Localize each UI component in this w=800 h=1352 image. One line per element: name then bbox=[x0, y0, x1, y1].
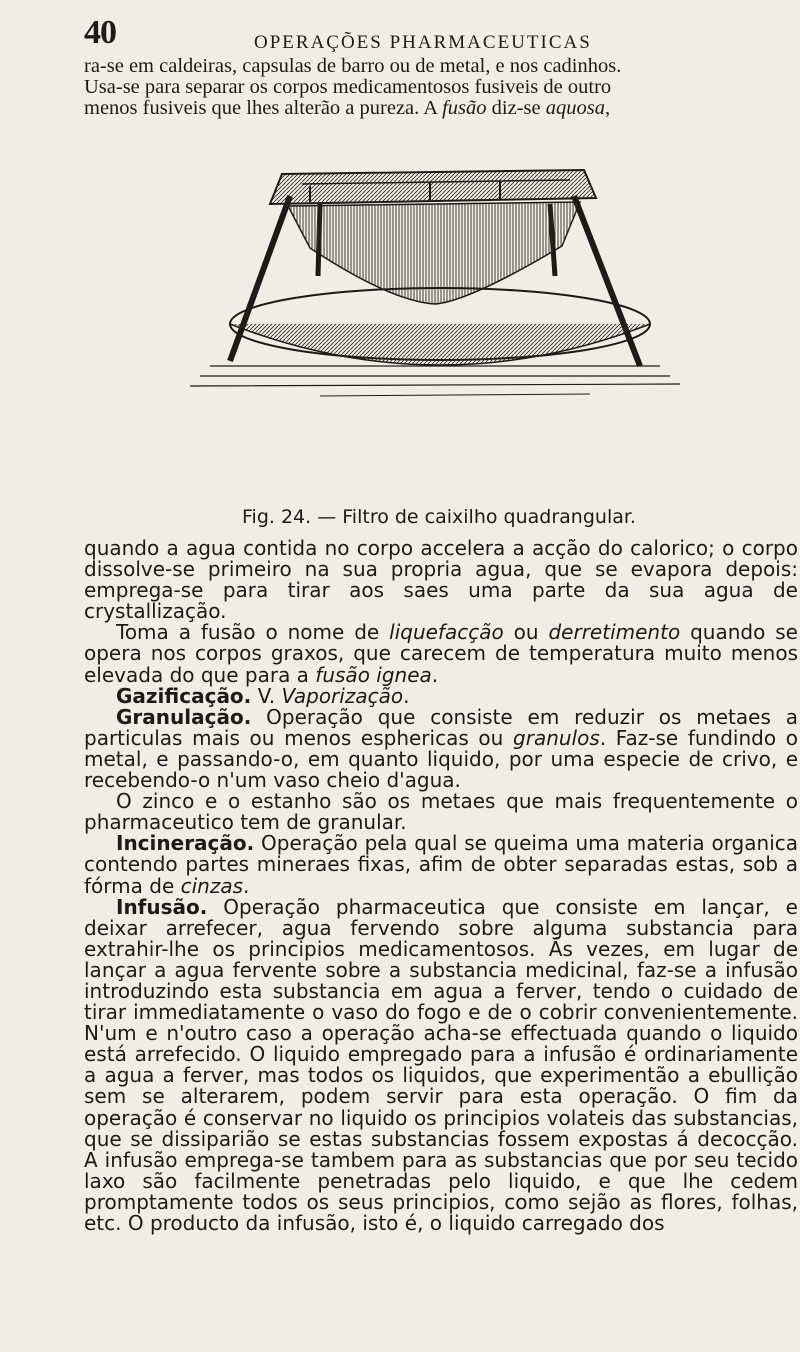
entry-incineracao: Incineração. Operação pela qual se queima uma materia organica contendo partes mineraes fixas, afim de obter separadas estas, sob a fórma de cinzas. bbox=[84, 831, 798, 898]
entry-term: Incineração. bbox=[116, 831, 255, 856]
paragraph-fusion-aqueous: quando a agua contida no corpo accelera a acção do calorico; o corpo dissolve-se primeiro na sua propria agua, que se evapora depois: emprega-se para tirar aos saes uma parte da sua agua de crystallização. bbox=[84, 536, 798, 624]
continuation-line-1: ra-se em caldeiras, capsulas de barro ou de metal, e nos cadinhos. bbox=[84, 55, 622, 77]
continuation-line-3-pre: menos fusiveis que lhes alterão a pureza. A bbox=[84, 97, 443, 119]
entry-term: Infusão. bbox=[116, 894, 208, 919]
continuation-line-2: Usa-se para separar os corpos medicamentosos fusiveis de outro bbox=[84, 76, 612, 98]
entry-term: Granulação. bbox=[116, 704, 252, 729]
entry-term: Gazificação. bbox=[116, 683, 252, 708]
continuation-line-3-post: , bbox=[604, 97, 611, 119]
page-header bbox=[84, 14, 730, 54]
paragraph-liquefaction: Toma a fusão o nome de liquefacção ou derretimento quando se opera nos corpos graxos, que carecem de temperatura muito menos elevada do que para a fusão ignea. bbox=[84, 620, 798, 687]
paragraph-zinc: O zinco e o estanho são os metaes que mais frequentemente o pharmaceutico tem de granular. bbox=[84, 789, 798, 835]
entry-granulacao: Granulação. Operação que consiste em reduzir os metaes a particulas mais ou menos esphericas ou granulos. Faz-se fundindo o metal, e passando-o, em quanto liquido, por uma especie de crivo, e recebendo-o n'um vaso cheio d'agua. bbox=[84, 704, 799, 793]
page-number: 40 bbox=[84, 14, 116, 51]
term-fusao: fusão bbox=[442, 97, 487, 119]
running-head: OPERAÇÕES PHARMACEUTICAS bbox=[254, 32, 592, 53]
continuation-line-3-mid: diz-se bbox=[486, 97, 546, 119]
filter-frame-illustration bbox=[170, 126, 730, 506]
continuation-paragraph bbox=[84, 56, 726, 119]
body-text bbox=[84, 538, 798, 1234]
entry-gazificacao: Gazificação. V. Vaporização. bbox=[116, 683, 410, 708]
term-aquosa: aquosa bbox=[545, 97, 605, 119]
figure-24 bbox=[170, 126, 730, 506]
figure-caption: Fig. 24. — Filtro de caixilho quadrangular. bbox=[242, 506, 636, 528]
entry-infusao: Infusão. Operação pharmaceutica que consiste em lançar, e deixar arrefecer, agua fervendo sobre alguma substancia para extrahir-lhe os principios medicamentosos. Ás vezes, em lugar de lançar a agua fervente sobre a substancia medicinal, faz-se a infusão introduzindo esta substancia em agua a ferver, tendo o cuidado de tirar immediatamente o vaso do fogo e de o cobrir convenientemente. N'um e n'outro caso a operação acha-se effectuada quando o liquido está arrefecido. O liquido empregado para a infusão é ordinariamente a agua a ferver, mas todos os liquidos, que experimentão a ebullição sem se alterarem, podem servir para esta operação. O fim da operação é conservar no liquido os principios volateis das substancias, que se dissiparião se estas substancias fossem expostas á decocção. A infusão emprega-se tambem para as substancias que por seu tecido laxo são facilmente penetradas pelo liquido, e que lhe cedem promptamente todos os seus principios, como sejão as flores, folhas, etc. O producto da infusão, isto é, o liquido carregado dos bbox=[84, 894, 798, 1235]
